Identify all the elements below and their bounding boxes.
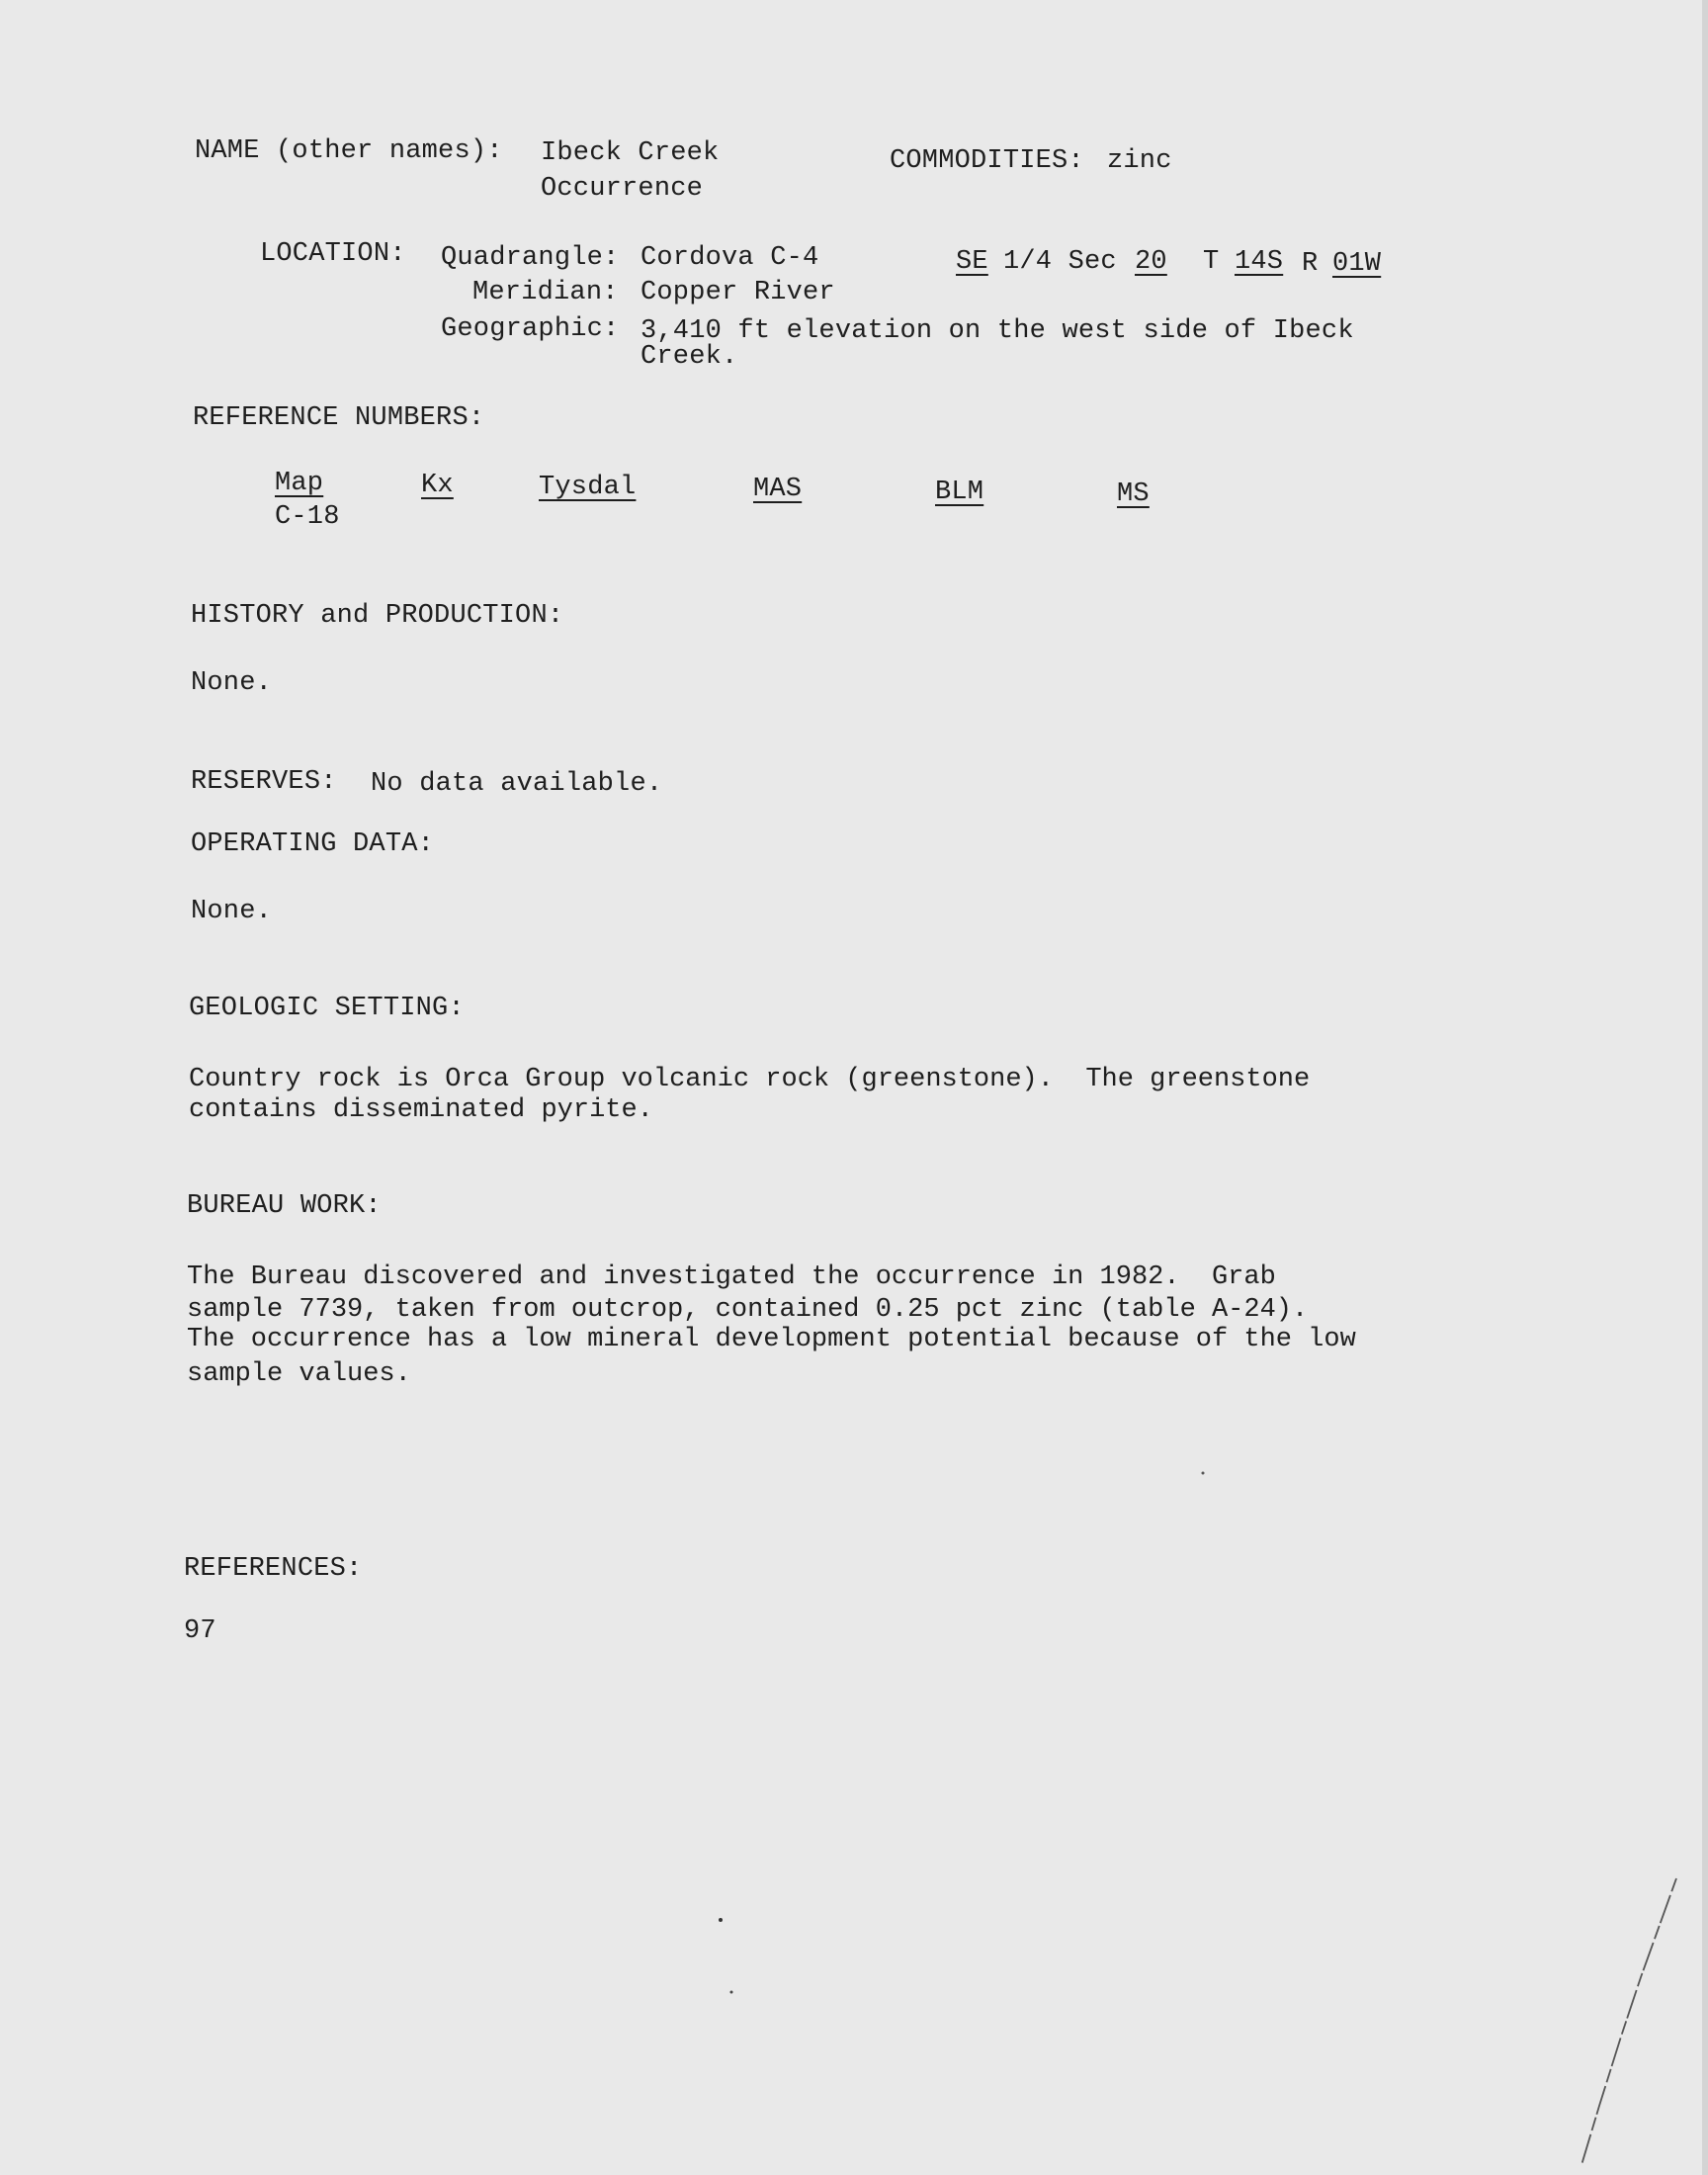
bureau-line2: sample 7739, taken from outcrop, contained 0.25 pct zinc (table A-24). [187,1295,1309,1325]
history-text: None. [191,668,273,698]
range-value: 01W [1332,249,1382,279]
quarter-suffix: 1/4 Sec [1003,247,1117,277]
scan-speck [730,1991,733,1994]
name-value-line1: Ibeck Creek [541,138,720,168]
reserves-label: RESERVES: [191,767,337,797]
references-text: 97 [184,1616,216,1646]
ref-ms-label: MS [1117,479,1150,509]
geographic-line2: Creek. [640,342,738,372]
ref-kx-label: Kx [421,471,454,500]
ref-map-label: Map [275,469,324,498]
reference-numbers-label: REFERENCE NUMBERS: [193,403,485,433]
page-edge [1702,0,1708,2175]
township-label: T [1203,247,1220,277]
operating-label: OPERATING DATA: [191,829,435,859]
scan-speck [719,1918,723,1922]
ref-blm-label: BLM [935,478,984,507]
reserves-text: No data available. [371,769,663,799]
operating-text: None. [191,897,273,926]
township-value: 14S [1235,247,1284,277]
bureau-line3: The occurrence has a low mineral development potential because of the low [187,1325,1356,1354]
bureau-line1: The Bureau discovered and investigated the occurrence in 1982. Grab [187,1262,1276,1292]
history-label: HISTORY and PRODUCTION: [191,601,564,631]
range-label: R [1302,249,1319,279]
ref-mas-label: MAS [753,475,803,504]
location-label: LOCATION: [260,239,406,269]
bureau-label: BUREAU WORK: [187,1191,382,1221]
quadrangle-label: Quadrangle: [441,243,620,273]
geologic-label: GEOLOGIC SETTING: [189,994,465,1023]
commodities-value: zinc [1107,146,1172,176]
quarter-value: SE [956,247,988,277]
geographic-line1: 3,410 ft elevation on the west side of Ibeck [640,316,1354,346]
pencil-stroke [1581,1878,1676,2165]
meridian-value: Copper River [640,278,835,307]
ref-map-value: C-18 [275,502,340,532]
commodities-label: COMMODITIES: [890,146,1084,176]
geologic-line1: Country rock is Orca Group volcanic rock (greenstone). The greenstone [189,1065,1311,1094]
ref-tysdal-label: Tysdal [539,473,637,502]
bureau-line4: sample values. [187,1359,411,1389]
quadrangle-value: Cordova C-4 [640,243,819,273]
geologic-line2: contains disseminated pyrite. [189,1095,653,1125]
scan-speck [1202,1472,1205,1475]
meridian-label: Meridian: [472,278,619,307]
name-label: NAME (other names): [195,136,503,166]
section-value: 20 [1135,247,1167,277]
references-label: REFERENCES: [184,1554,363,1584]
name-value-line2: Occurrence [541,174,704,204]
geographic-label: Geographic: [441,314,620,344]
